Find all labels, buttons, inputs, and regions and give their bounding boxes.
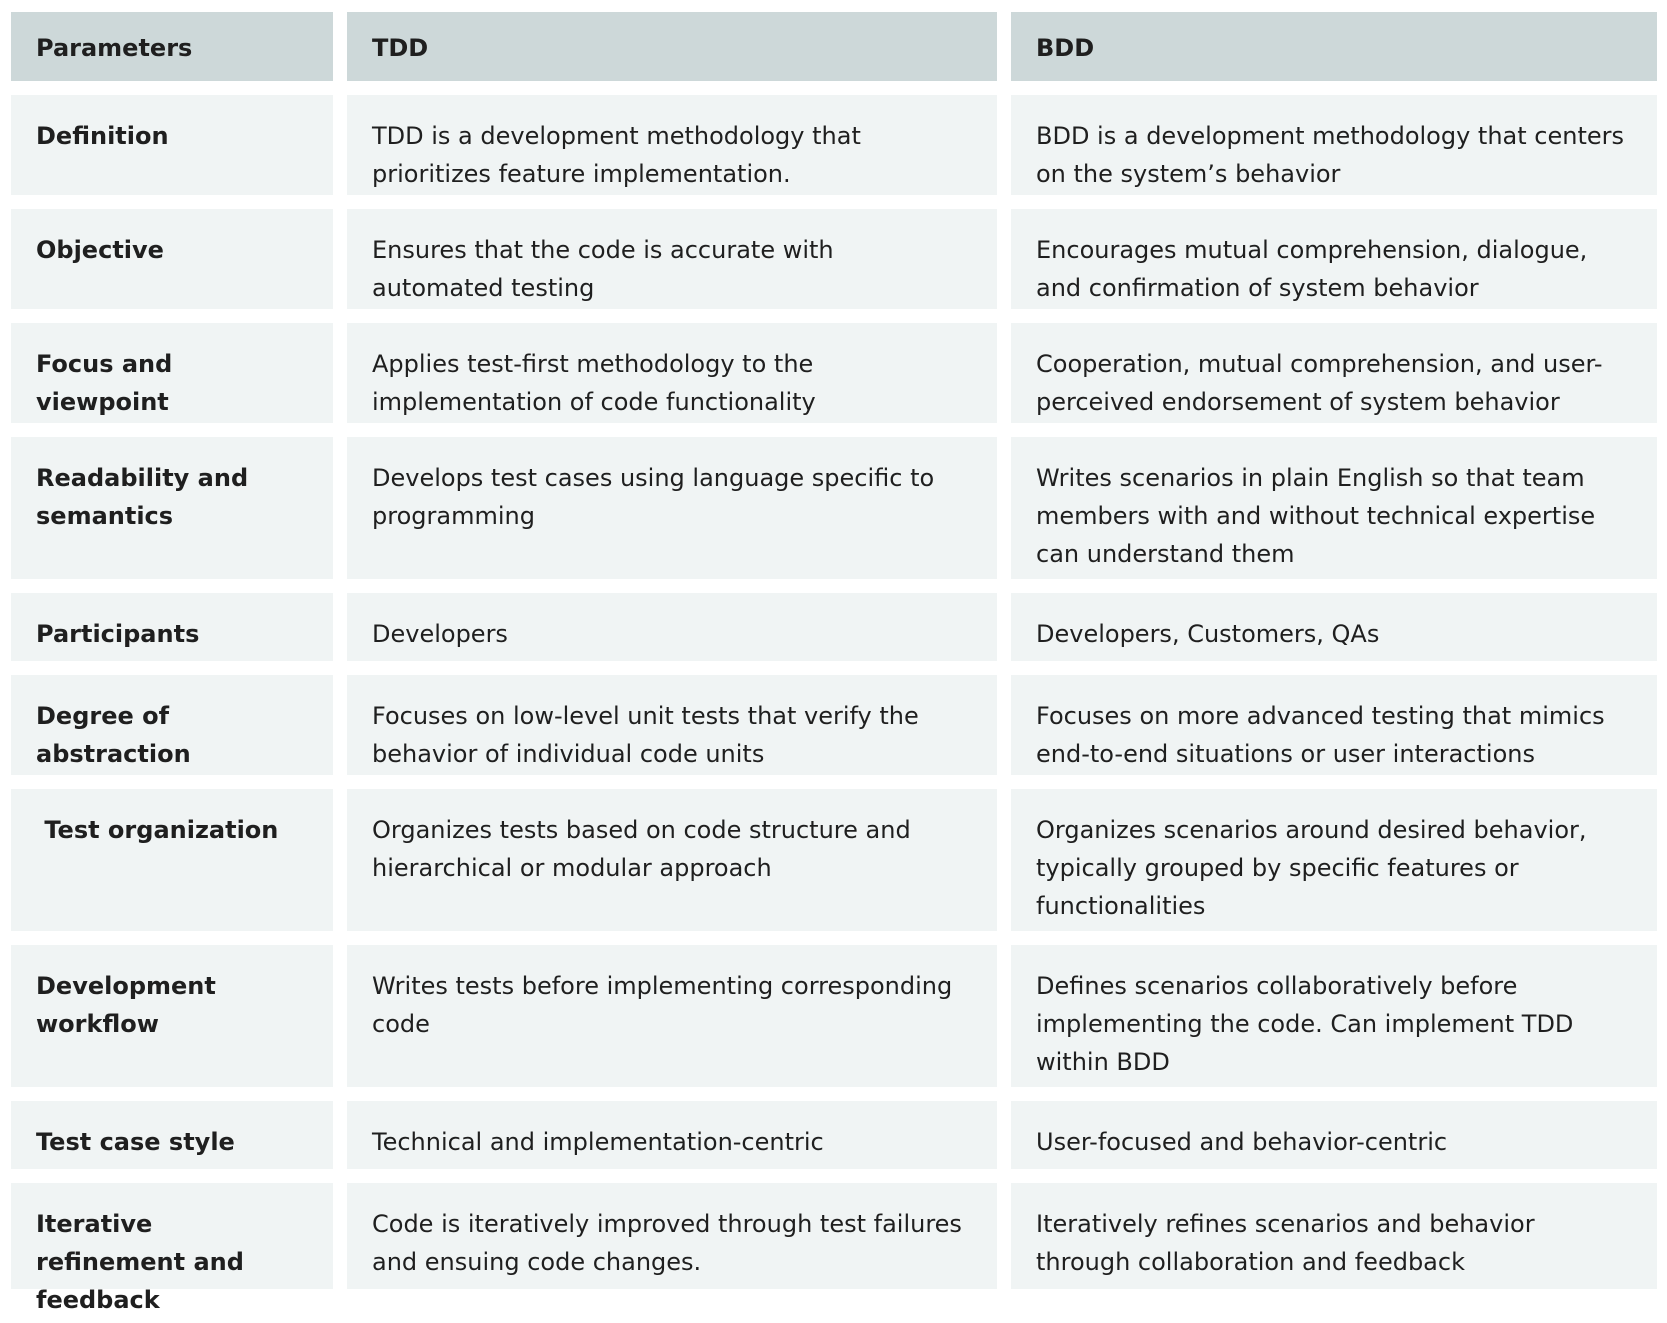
row-bdd: Defines scenarios collaboratively before implementing the code. Can implement TDD within BDD (1011, 945, 1657, 1087)
row-bdd: Encourages mutual comprehension, dialogue, and confirmation of system behavior (1011, 209, 1657, 309)
row-tdd: TDD is a development methodology that prioritizes feature implementation. (347, 95, 997, 195)
row-tdd: Organizes tests based on code structure and hierarchical or modular approach (347, 789, 997, 931)
row-tdd: Focuses on low-level unit tests that verify the behavior of individual code units (347, 675, 997, 775)
row-bdd: Developers, Customers, QAs (1011, 593, 1657, 661)
row-parameter: Development workflow (11, 945, 333, 1087)
header-tdd: TDD (347, 12, 997, 81)
row-parameter: Participants (11, 593, 333, 661)
row-parameter: Definition (11, 95, 333, 195)
row-parameter: Focus and viewpoint (11, 323, 333, 423)
row-bdd: Iteratively refines scenarios and behavior through collaboration and feedback (1011, 1183, 1657, 1289)
row-tdd: Developers (347, 593, 997, 661)
header-parameters: Parameters (11, 12, 333, 81)
row-parameter (11, 789, 333, 931)
row-bdd: User-focused and behavior-centric (1011, 1101, 1657, 1169)
row-tdd: Applies test-first methodology to the implementation of code functionality (347, 323, 997, 423)
row-bdd: Focuses on more advanced testing that mimics end-to-end situations or user interactions (1011, 675, 1657, 775)
header-bdd: BDD (1011, 12, 1657, 81)
row-bdd: BDD is a development methodology that centers on the system’s behavior (1011, 95, 1657, 195)
comparison-table (11, 12, 1657, 1314)
row-bdd: Organizes scenarios around desired behavior, typically grouped by specific features or functionalities (1011, 789, 1657, 931)
row-parameter: Iterative refinement and feedback (11, 1183, 333, 1289)
row-parameter: Readability and semantics (11, 437, 333, 579)
row-tdd: Develops test cases using language specific to programming (347, 437, 997, 579)
row-parameter-label: Test organization (44, 816, 279, 844)
row-tdd: Code is iteratively improved through test failures and ensuing code changes. (347, 1183, 997, 1289)
row-parameter: Degree of abstraction (11, 675, 333, 775)
row-bdd: Cooperation, mutual comprehension, and user-perceived endorsement of system behavior (1011, 323, 1657, 423)
row-bdd: Writes scenarios in plain English so that team members with and without technical expertise can understand them (1011, 437, 1657, 579)
row-tdd: Writes tests before implementing corresponding code (347, 945, 997, 1087)
row-parameter: Test case style (11, 1101, 333, 1169)
row-tdd: Ensures that the code is accurate with automated testing (347, 209, 997, 309)
row-parameter: Objective (11, 209, 333, 309)
row-tdd: Technical and implementation-centric (347, 1101, 997, 1169)
